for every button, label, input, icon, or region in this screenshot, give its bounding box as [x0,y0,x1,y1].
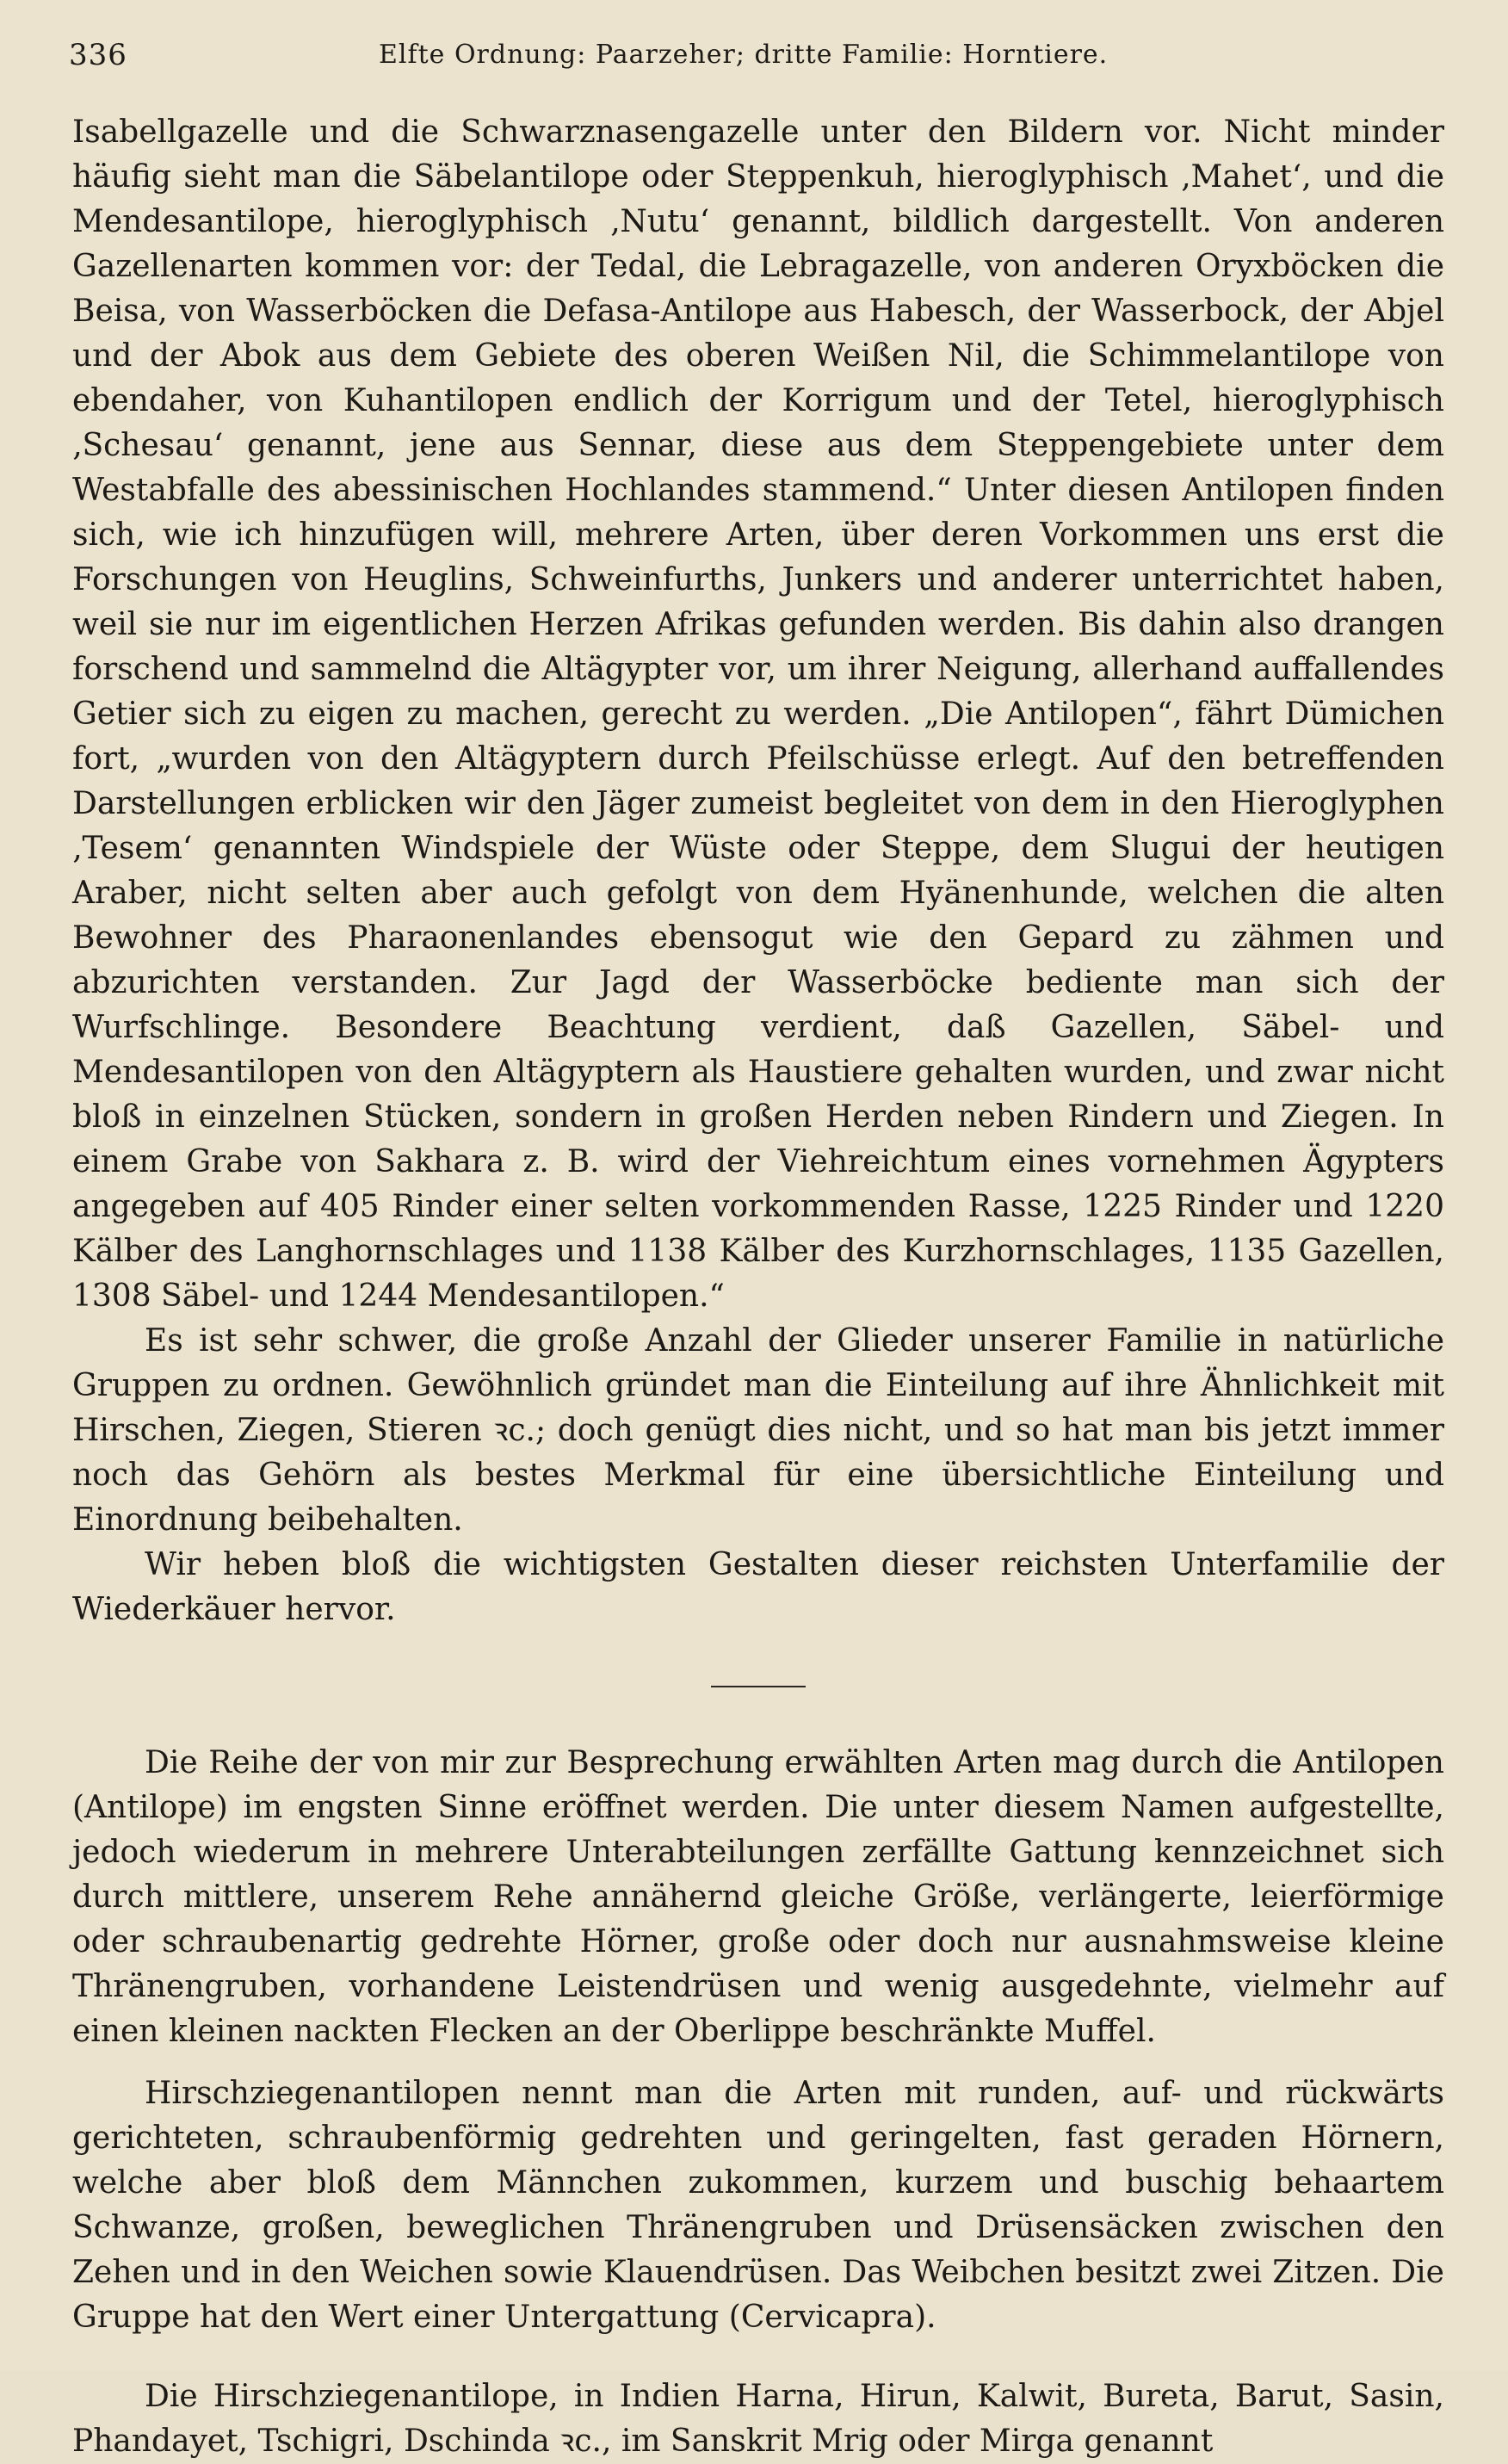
page-header [69,38,1439,81]
running-head: Elfte Ordnung: Paarzeher; dritte Familie: Horntiere. [379,40,1109,70]
section-separator [711,1686,806,1687]
paragraph-spacer [72,2340,1444,2374]
paragraph-hirschziegenantilope: Die Hirschziegenantilope, in Indien Harna, Hirun, Kalwit, Bureta, Barut, Sasin, Phandayet, Tschigri, Dschinda ꝛc., im Sanskrit Mrig oder Mirga genannt [72,2379,1444,2459]
page-number: 336 [69,38,127,72]
paragraph-subfamily: Wir heben bloß die wichtigsten Gestalten dieser reichsten Unterfamilie der Wiederkäuer hervor. [72,1547,1444,1627]
paragraph-antilopes: Die Reihe der von mir zur Besprechung erwählten Arten mag durch die Antilopen (Antilope) im engsten Sinne eröffnet werden. Die unter diesem Namen aufgestellte, jedoch wiederum in mehrere Unterabteilungen zerfällte Gattung kennzeichnet sich durch mittlere, unserem Rehe annähernd gleiche Größe, verlängerte, leierförmige oder schraubenartig gedrehte Hörner, große oder doch nur ausnahmsweise kleine Thränengruben, vorhandene Leistendrüsen und wenig ausgedehnte, vielmehr auf einen kleinen nackten Flecken an der Oberlippe beschränkte Muffel. [72,1745,1444,2049]
paragraph-grouping: Es ist sehr schwer, die große Anzahl der Glieder unserer Familie in natürliche Gruppen zu ordnen. Gewöhnlich gründet man die Einteilung auf ihre Ähnlichkeit mit Hirschen, Ziegen, Stieren ꝛc.; doch genügt dies nicht, und so hat man bis jetzt immer noch das Gehörn als bestes Merkmal für eine übersichtliche Einteilung und Einordnung beibehalten. [72,1323,1444,1538]
page-body [72,110,1444,2464]
paragraph-hirschziegen-group: Hirschziegenantilopen nennt man die Arten mit runden, auf- und rückwärts gerichteten, schraubenförmig gedrehten und geringelten, fast geraden Hörnern, welche aber bloß dem Männchen zukommen, kurzem und buschig behaartem Schwanze, großen, beweglichen Thränengruben und Drüsensäcken zwischen den Zehen und in den Weichen sowie Klauendrüsen. Das Weibchen besitzt zwei Zitzen. Die Gruppe hat den Wert einer Untergattung (Cervicapra). [72,2076,1444,2335]
paragraph-continuation: Isabellgazelle und die Schwarznasengazelle unter den Bildern vor. Nicht minder häufig sieht man die Säbelantilope oder Steppenkuh, hieroglyphisch ‚Mahet‘, und die Mendesantilope, hieroglyphisch ‚Nutu‘ genannt, bildlich dargestellt. Von anderen Gazellenarten kommen vor: der Tedal, die Lebragazelle, von anderen Oryxböcken die Beisa, von Wasserböcken die Defasa-Antilope aus Habesch, der Wasserbock, der Abjel und der Abok aus dem Gebiete des oberen Weißen Nil, die Schimmelantilope von ebendaher, von Kuhantilopen endlich der Korrigum und der Tetel, hieroglyphisch ‚Schesau‘ genannt, jene aus Sennar, diese aus dem Steppengebiete unter dem Westabfalle des abessinischen Hochlandes stammend.“ Unter diesen Antilopen finden sich, wie ich hinzufügen will, mehrere Arten, über deren Vorkommen uns erst die Forschungen von Heuglins, Schweinfurths, Junkers und anderer unterrichtet haben, weil sie nur im eigentlichen Herzen Afrikas gefunden werden. Bis dahin also drangen forschend und sammelnd die Altägypter vor, um ihrer Neigung, allerhand auffallendes Getier sich zu eigen zu machen, gerecht zu werden. „Die Antilopen“, fährt Dümichen fort, „wurden von den Altägyptern durch Pfeilschüsse erlegt. Auf den betreffenden Darstellungen erblicken wir den Jäger zumeist begleitet von dem in den Hieroglyphen ‚Tesem‘ genannten Windspiele der Wüste oder Steppe, dem Slugui der heutigen Araber, nicht selten aber auch gefolgt von dem Hyänenhunde, welchen die alten Bewohner des Pharaonenlandes ebensogut wie den Gepard zu zähmen und abzurichten verstanden. Zur Jagd der Wasserböcke bediente man sich der Wurfschlinge. Besondere Beachtung verdient, daß Gazellen, Säbel- und Mendesantilopen von den Altägyptern als Haustiere gehalten wurden, und zwar nicht bloß in einzelnen Stücken, sondern in großen Herden neben Rindern und Ziegen. In einem Grabe von Sakhara z. B. wird der Viehreichtum eines vornehmen Ägypters angegeben auf 405 Rinder einer selten vorkommenden Rasse, 1225 Rinder und 1220 Kälber des Langhornschlages und 1138 Kälber des Kurzhornschlages, 1135 Gazellen, 1308 Säbel- und 1244 Mendesantilopen.“ [72,115,1444,1314]
